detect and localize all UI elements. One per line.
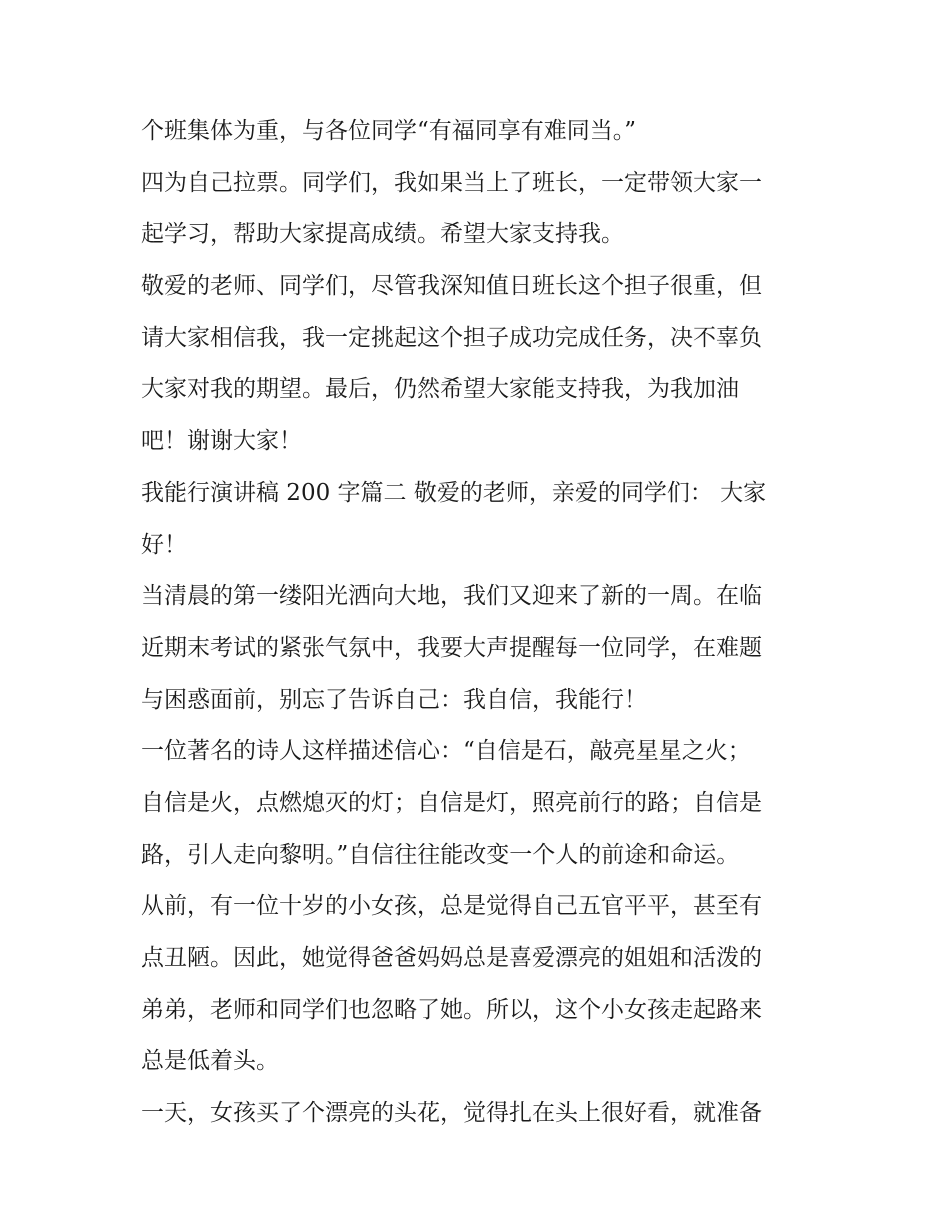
text-line: 一位著名的诗人这样描述信心：“自信是石，敲亮星星之火； — [141, 738, 751, 765]
document-body — [141, 106, 831, 1140]
text-line: 起学习，帮助大家提高成绩。希望大家支持我。 — [141, 221, 624, 248]
text-line: 近期末考试的紧张气氛中，我要大声提醒每一位同学，在难题 — [141, 634, 762, 661]
text-line: 我能行演讲稿 200 字篇二 敬爱的老师，亲爱的同学们： 大家 — [141, 479, 767, 506]
text-line: 点丑陋。因此，她觉得爸爸妈妈总是喜爱漂亮的姐姐和活泼的 — [141, 945, 762, 971]
text-line: 从前，有一位十岁的小女孩，总是觉得自己五官平平，甚至有 — [141, 893, 762, 920]
text-line: 好！ — [141, 531, 187, 558]
text-line: 路，引人走向黎明。”自信往往能改变一个人的前途和命运。 — [141, 841, 740, 868]
text-line: 四为自己拉票。同学们，我如果当上了班长，一定带领大家一 — [141, 169, 762, 196]
text-line: 吧！谢谢大家！ — [141, 428, 302, 455]
text-line: 敬爱的老师、同学们，尽管我深知值日班长这个担子很重，但 — [141, 273, 762, 300]
text-line: 大家对我的期望。最后，仍然希望大家能支持我，为我加油 — [141, 376, 739, 403]
text-line: 一天，女孩买了个漂亮的头花，觉得扎在头上很好看，就准备 — [141, 1100, 762, 1127]
text-line: 个班集体为重，与各位同学“有福同享有难同当。” — [141, 118, 637, 144]
text-line: 弟弟，老师和同学们也忽略了她。所以，这个小女孩走起路来 — [141, 996, 762, 1023]
text-line: 当清晨的第一缕阳光洒向大地，我们又迎来了新的一周。在临 — [141, 583, 762, 610]
text-line: 总是低着头。 — [141, 1048, 279, 1075]
text-line: 与困惑面前，别忘了告诉自己：我自信，我能行！ — [141, 686, 647, 713]
text-line: 自信是火，点燃熄灭的灯；自信是灯，照亮前行的路；自信是 — [141, 789, 762, 816]
text-line: 请大家相信我，我一定挑起这个担子成功完成任务，决不辜负 — [141, 324, 762, 351]
